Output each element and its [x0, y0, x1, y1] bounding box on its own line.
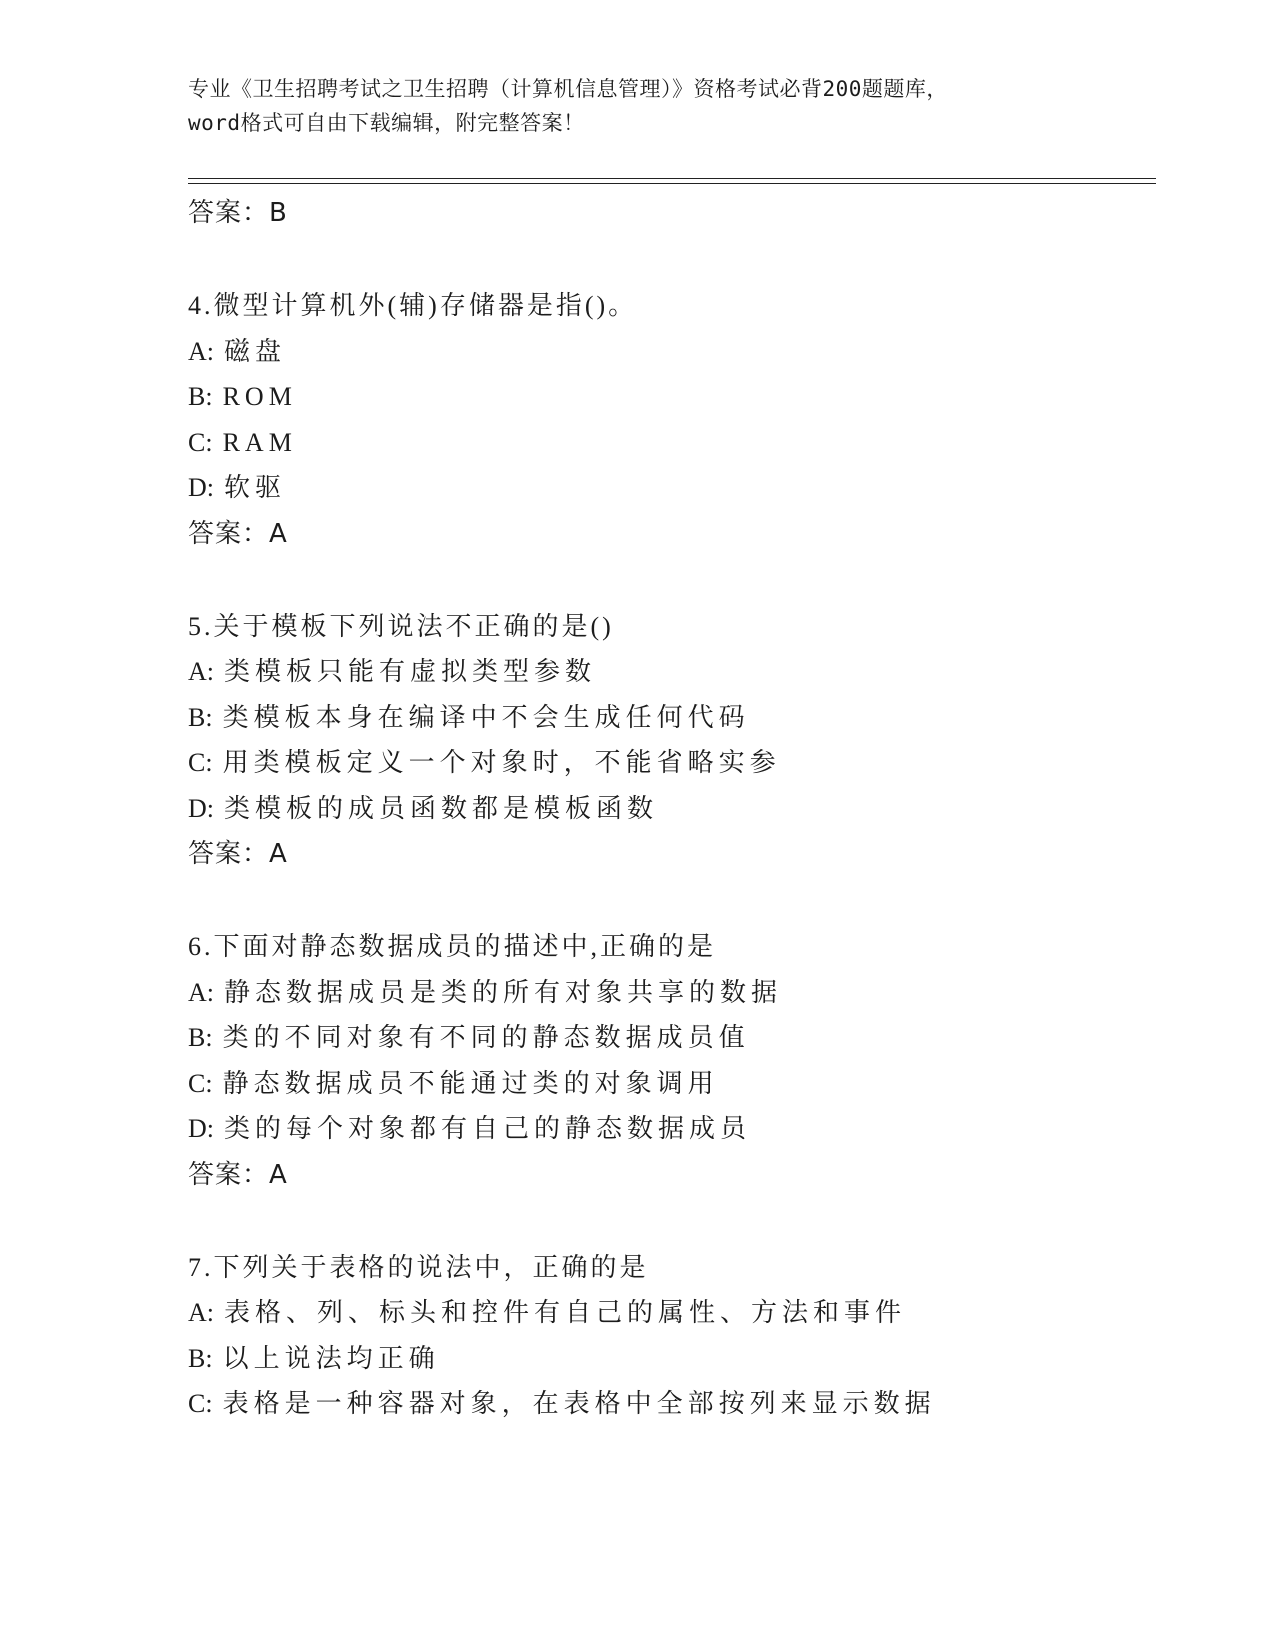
option-a	[188, 649, 1168, 695]
option-key: D:	[188, 1114, 214, 1143]
option-key: C:	[188, 748, 213, 777]
header-line-2: word格式可自由下载编辑，附完整答案！	[188, 111, 585, 135]
question-7	[188, 1245, 1168, 1427]
option-c	[188, 740, 1168, 786]
option-key: D:	[188, 793, 214, 823]
option-text: 磁盘	[224, 336, 287, 366]
question-title: 6.下面对静态数据成员的描述中,正确的是	[188, 932, 717, 961]
option-c	[188, 420, 1168, 466]
question-title: 4.微型计算机外(辅)存储器是指()。	[188, 291, 638, 320]
answer: 答案：A	[188, 1159, 288, 1190]
option-text: 静态数据成员是类的所有对象共享的数据	[224, 977, 783, 1007]
option-key: C:	[188, 1389, 213, 1418]
option-text: 类模板只能有虚拟类型参数	[224, 657, 597, 686]
option-key: B:	[188, 382, 213, 411]
option-text: 类模板的成员函数都是模板函数	[224, 793, 659, 823]
option-key: D:	[188, 473, 214, 502]
option-d	[188, 1106, 1168, 1152]
option-key: C:	[188, 427, 213, 457]
option-b	[188, 374, 1168, 420]
option-b	[188, 1336, 1168, 1382]
option-text: 表格是一种容器对象，在表格中全部按列来显示数据	[222, 1389, 936, 1418]
option-text: 类的每个对象都有自己的静态数据成员	[224, 1114, 752, 1143]
question-title: 7.下列关于表格的说法中，正确的是	[188, 1252, 649, 1282]
header-divider-bottom	[188, 183, 1156, 184]
option-a	[188, 329, 1168, 375]
option-key: B:	[188, 702, 213, 732]
question-title: 5.关于模板下列说法不正确的是()	[188, 611, 614, 641]
option-text: RAM	[222, 427, 297, 457]
question-4	[188, 283, 1168, 557]
option-key: A:	[188, 336, 214, 366]
question-6	[188, 924, 1168, 1198]
option-key: A:	[188, 657, 214, 686]
question-5	[188, 604, 1168, 878]
option-d	[188, 465, 1168, 511]
option-a	[188, 1290, 1168, 1336]
header-divider-top	[188, 178, 1156, 179]
option-key: B:	[188, 1023, 213, 1052]
option-b	[188, 1015, 1168, 1061]
option-b	[188, 695, 1168, 741]
option-a	[188, 970, 1168, 1016]
document-header	[188, 72, 1088, 140]
option-text: ROM	[222, 382, 297, 411]
answer: 答案：A	[188, 839, 288, 869]
previous-answer: 答案：B	[188, 198, 288, 228]
question-list	[188, 190, 1168, 1427]
option-text: 软驱	[224, 473, 287, 502]
option-c	[188, 1061, 1168, 1107]
header-line-1: 专业《卫生招聘考试之卫生招聘（计算机信息管理）》资格考试必背200题题库，	[188, 77, 948, 101]
option-text: 用类模板定义一个对象时，不能省略实参	[222, 748, 781, 777]
option-text: 表格、列、标头和控件有自己的属性、方法和事件	[224, 1298, 907, 1327]
option-text: 静态数据成员不能通过类的对象调用	[222, 1068, 719, 1098]
answer: 答案：A	[188, 518, 288, 549]
option-d	[188, 786, 1168, 832]
option-key: A:	[188, 1298, 214, 1327]
option-text: 以上说法均正确	[222, 1343, 440, 1373]
option-key: A:	[188, 977, 214, 1007]
option-key: B:	[188, 1343, 213, 1373]
option-c	[188, 1381, 1168, 1427]
option-text: 类的不同对象有不同的静态数据成员值	[222, 1023, 750, 1052]
option-key: C:	[188, 1068, 213, 1098]
option-text: 类模板本身在编译中不会生成任何代码	[222, 702, 750, 732]
